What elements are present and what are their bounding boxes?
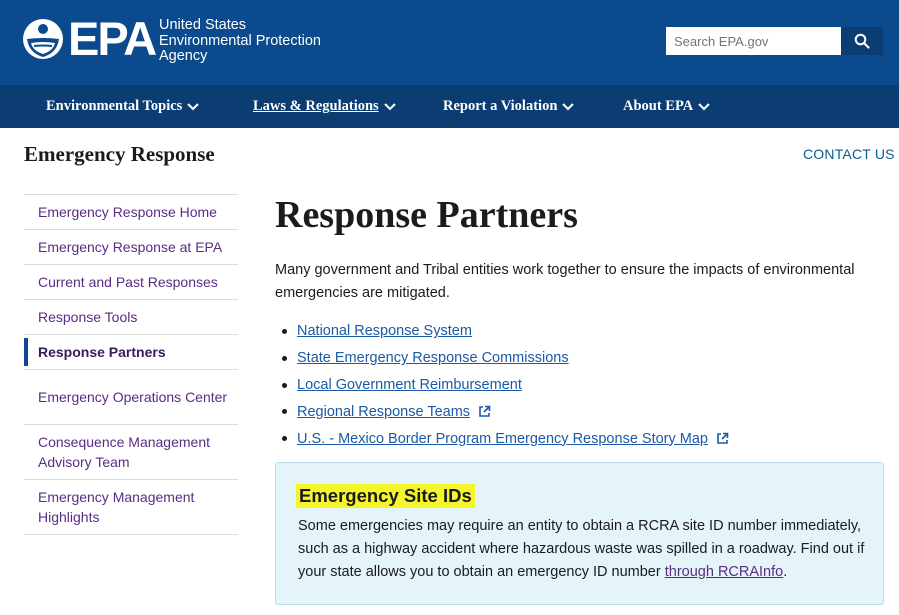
list-item [282, 345, 729, 372]
nav-environmental-topics[interactable] [46, 98, 199, 115]
main-nav [0, 85, 899, 128]
chevron-down-icon [698, 103, 710, 111]
nav-label: About EPA [623, 98, 694, 114]
search-icon [854, 33, 870, 49]
external-link-icon [478, 405, 491, 418]
callout-text-end: . [783, 564, 788, 580]
list-item [282, 425, 729, 452]
chevron-down-icon [384, 103, 396, 111]
nav-label: Laws & Regulations [253, 98, 379, 114]
agency-line: United States [159, 17, 247, 33]
chevron-down-icon [187, 103, 199, 111]
site-header [0, 0, 899, 85]
link-local-reimbursement[interactable]: Local Government Reimbursement [297, 376, 522, 393]
agency-name [159, 18, 321, 65]
emergency-site-ids-callout [275, 462, 884, 605]
nav-label: Environmental Topics [46, 98, 183, 114]
sidebar-nav [24, 194, 238, 535]
link-border-program-story-map[interactable]: U.S. - Mexico Border Program Emergency Response Story Map [297, 430, 708, 447]
search-form [666, 27, 883, 55]
contact-us-link[interactable]: CONTACT US [803, 146, 895, 162]
epa-flower-icon [22, 17, 64, 61]
sidebar-item-at-epa[interactable]: Emergency Response at EPA [24, 230, 238, 265]
link-state-commissions[interactable]: State Emergency Response Commissions [297, 350, 569, 367]
logo-text: EPA [68, 12, 156, 65]
sidebar-item-operations-center[interactable]: Emergency Operations Center [24, 370, 238, 425]
nav-laws-regulations[interactable] [253, 98, 396, 115]
search-button[interactable] [841, 27, 883, 55]
agency-line: Agency [159, 48, 208, 64]
intro-text: Many government and Tribal entities work together to ensure the impacts of environmental emergencies are mitigated. [275, 262, 855, 301]
search-input[interactable] [666, 27, 841, 55]
page-title: Response Partners [275, 194, 578, 236]
chevron-down-icon [562, 103, 574, 111]
list-item [282, 398, 729, 425]
nav-about-epa[interactable] [623, 98, 710, 115]
callout-title: Emergency Site IDs [296, 484, 475, 508]
list-item [282, 318, 729, 345]
callout-text: Some emergencies may require an entity to obtain a RCRA site ID number immediately, such as a highway accident where hazardous waste was spilled in a roadway. Find out if your state allows you to obtain an emergency ID number [298, 518, 865, 580]
nav-report-violation[interactable] [443, 98, 574, 115]
epa-logo[interactable] [22, 12, 156, 65]
external-link-icon [716, 432, 729, 445]
sidebar-item-responses[interactable]: Current and Past Responses [24, 265, 238, 300]
agency-line: Environmental Protection [159, 32, 321, 49]
partner-links [282, 318, 729, 452]
rcrainfo-link[interactable]: through RCRAInfo [664, 564, 784, 580]
sidebar-item-cmat[interactable]: Consequence Management Advisory Team [24, 425, 238, 480]
link-national-response-system[interactable]: National Response System [297, 323, 472, 340]
sidebar-item-partners[interactable]: Response Partners [24, 335, 238, 370]
sidebar-item-tools[interactable]: Response Tools [24, 300, 238, 335]
nav-label: Report a Violation [443, 98, 558, 114]
sidebar-item-home[interactable]: Emergency Response Home [24, 195, 238, 230]
link-regional-response-teams[interactable]: Regional Response Teams [297, 403, 471, 420]
section-title[interactable]: Emergency Response [24, 142, 215, 166]
sidebar-item-highlights[interactable]: Emergency Management Highlights [24, 480, 238, 535]
list-item [282, 372, 729, 399]
callout-body [298, 515, 868, 584]
